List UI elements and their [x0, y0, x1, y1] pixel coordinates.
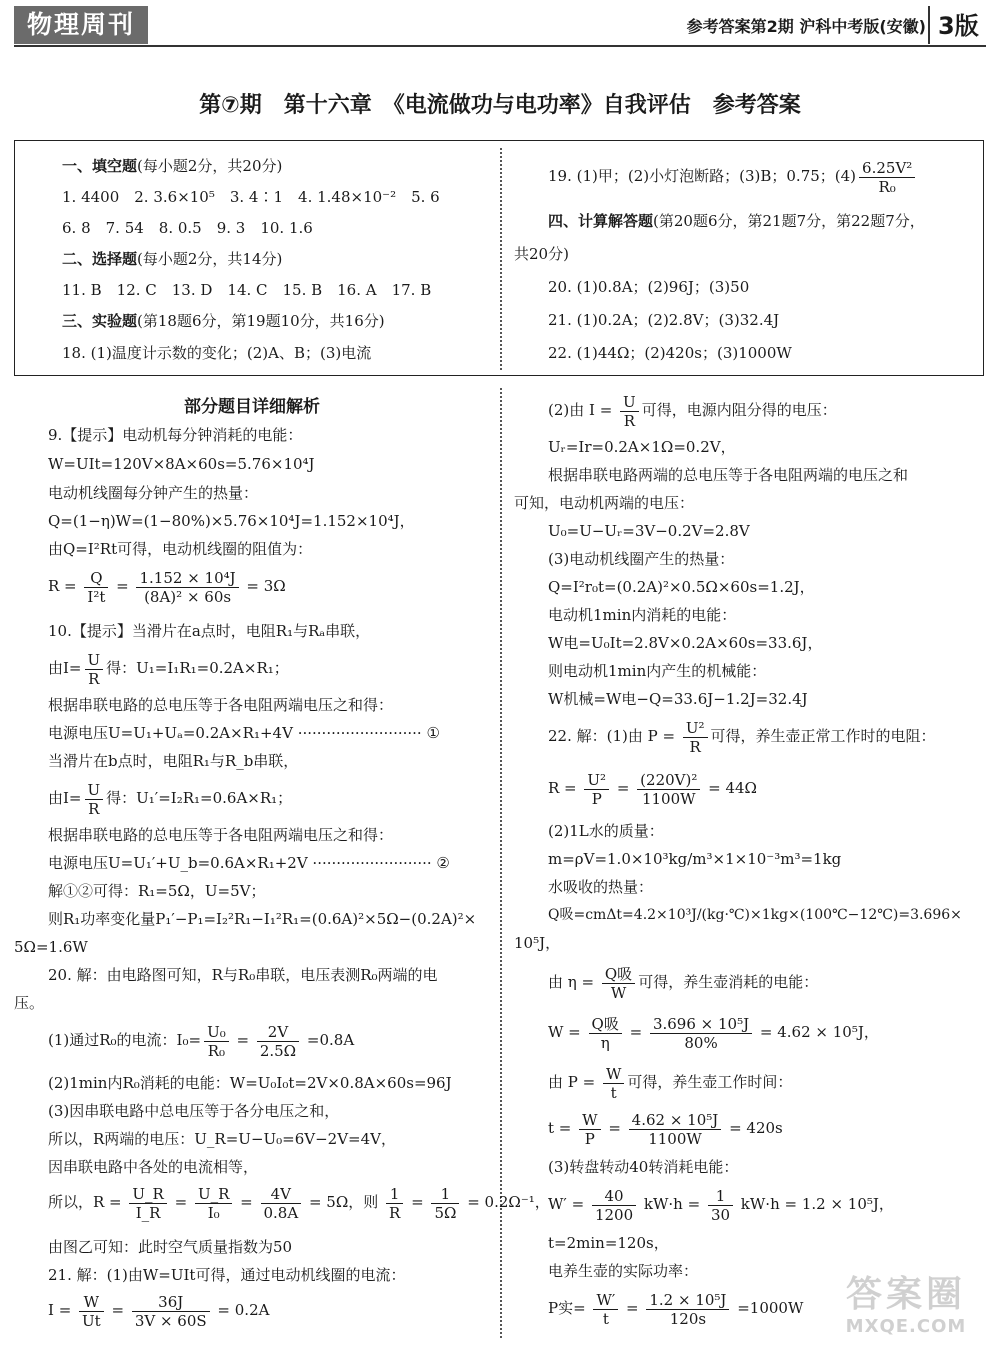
- left-line: 当滑片在b点时，电阻R₁与R_b串联，: [48, 752, 299, 770]
- left-line: 根据串联电路的总电压等于各电阻两端电压之和得：: [48, 696, 394, 714]
- right-formula: 由 η = $\frac{\text{Q吸}}{W}$ 可得，养生壶消耗的电能：: [548, 964, 819, 1002]
- left-line: 5Ω=1.6W: [14, 938, 88, 956]
- right-line: Uᵣ=Ir=0.2A×1Ω=0.2V，: [548, 438, 736, 456]
- left-formula: I = $\frac{W}{Ut}$ = $\frac{36J}{3V \times 60S}$ = 0.2A: [48, 1292, 270, 1330]
- answer-row-4: 18. (1)温度计示数的变化；(2)A、B；(3)电流: [62, 344, 372, 362]
- right-line: 电动机1min内消耗的电能：: [548, 606, 737, 624]
- left-line: (3)因串联电路中总电压等于各分电压之和，: [48, 1102, 340, 1120]
- left-line: 根据串联电路的总电压等于各电阻两端电压之和得：: [48, 826, 394, 844]
- left-formula: 所以，R = $\frac{U\_R}{I\_R}$ = $\frac{U\_R}{\text{I₀}}$ = $\frac{4V}{0.8A}$ = 5Ω，则 $\frac{1}{R}$ = $\frac{1}{5\Omega}$ = 0.2Ω⁻¹，: [48, 1184, 550, 1222]
- box-divider: [500, 148, 502, 370]
- answer-section-4-cont: 共20分): [514, 245, 569, 263]
- page-number: 3版: [938, 12, 979, 40]
- right-line: (2)1L水的质量：: [548, 822, 664, 840]
- answer-section-1: 一、填空题(每小题2分，共20分): [62, 157, 283, 175]
- left-formula: 由I= $\frac{U}{R}$ 得：U₁=I₁R₁=0.2A×R₁；: [48, 650, 289, 688]
- left-line: W=UIt=120V×8A×60s=5.76×10⁴J: [48, 455, 315, 473]
- right-line: 电养生壶的实际功率：: [548, 1262, 699, 1280]
- page-title: 第⑦期 第十六章 《电流做功与电功率》自我评估 参考答案: [199, 93, 801, 118]
- fraction: $\frac{\text{6.25V²}}{\text{R₀}}$: [859, 159, 915, 196]
- right-line: t=2min=120s，: [548, 1234, 669, 1252]
- answer-section-4: 四、计算解答题(第20题6分，第21题7分，第22题7分，: [548, 212, 925, 230]
- analysis-title: 部分题目详细解析: [184, 397, 320, 417]
- right-line: (3)转盘转动40转消耗电能：: [548, 1158, 739, 1176]
- right-line: W机械=W电−Q=33.6J−1.2J=32.4J: [548, 690, 808, 708]
- left-line: Q=(1−η)W=(1−80%)×5.76×10⁴J=1.152×10⁴J，: [48, 512, 415, 530]
- right-line: U₀=U−Uᵣ=3V−0.2V=2.8V: [548, 522, 750, 540]
- right-formula: (2)由 I = $\frac{U}{R}$ 可得，电源内阻分得的电压：: [548, 392, 837, 430]
- left-line: 电动机线圈每分钟产生的热量：: [48, 484, 259, 502]
- right-line: 根据串联电路两端的总电压等于各电阻两端的电压之和: [548, 466, 909, 484]
- left-formula: (1)通过R₀的电流：I₀= $\frac{\text{U₀}}{\text{R₀}}$ = $\frac{2V}{2.5\Omega}$ =0.8A: [48, 1022, 355, 1060]
- answer-row-6: 20. (1)0.8A；(2)96J；(3)50: [548, 278, 750, 296]
- answer-row-1: 1. 4400 2. 3.6×10⁵ 3. 4∶1 4. 1.48×10⁻² 5. 6: [62, 188, 440, 206]
- left-formula: 由I= $\frac{U}{R}$ 得：U₁′=I₂R₁=0.6A×R₁；: [48, 780, 293, 818]
- answer-row-7: 21. (1)0.2A；(2)2.8V；(3)32.4J: [548, 311, 780, 329]
- right-line: 则电动机1min内产生的机械能：: [548, 662, 767, 680]
- left-line: 解①②可得：R₁=5Ω，U=5V；: [48, 882, 266, 900]
- watermark-logo: 答案圈 MXQE.COM: [845, 1274, 967, 1337]
- left-line: 则R₁功率变化量P₁′−P₁=I₂²R₁−I₁²R₁=(0.6A)²×5Ω−(0.2A)²×: [48, 910, 477, 928]
- right-line: 水吸收的热量：: [548, 878, 654, 896]
- header-divider: [928, 6, 930, 44]
- header-rule: [14, 45, 986, 47]
- right-line: W电=U₀It=2.8V×0.2A×60s=33.6J，: [548, 634, 823, 652]
- left-formula: R = $\frac{Q}{\text{I²t}}$ = $\frac{\text{1.152 × 10⁴J}}{\text{(8A)² × 60s}}$ = 3Ω: [48, 568, 286, 606]
- right-line: Q=I²r₀t=(0.2A)²×0.5Ω×60s=1.2J，: [548, 578, 815, 596]
- right-line: (3)电动机线圈产生的热量：: [548, 550, 735, 568]
- answer-row-2: 6. 8 7. 54 8. 0.5 9. 3 10. 1.6: [62, 219, 313, 237]
- right-formula: 由 P = $\frac{W}{t}$ 可得，养生壶工作时间：: [548, 1064, 793, 1102]
- left-line: 因串联电路中各处的电流相等，: [48, 1158, 259, 1176]
- left-line: 20. 解：由电路图可知，R与R₀串联，电压表测R₀两端的电: [48, 966, 438, 984]
- answer-section-3: 三、实验题(第18题6分，第19题10分，共16分): [62, 312, 385, 330]
- answer-row-3: 11. B 12. C 13. D 14. C 15. B 16. A 17. B: [62, 281, 432, 299]
- left-line: 9.【提示】电动机每分钟消耗的电能：: [48, 426, 303, 444]
- left-line: 电源电压U=U₁+Uₐ=0.2A×R₁+4V ·························· ①: [48, 724, 440, 742]
- left-line: 10.【提示】当滑片在a点时，电阻R₁与Rₐ串联，: [48, 622, 371, 640]
- right-line: m=ρV=1.0×10³kg/m³×1×10⁻³m³=1kg: [548, 850, 842, 868]
- answer-section-2: 二、选择题(每小题2分，共14分): [62, 250, 283, 268]
- left-line: 压。: [14, 994, 45, 1012]
- left-line: 由图乙可知：此时空气质量指数为50: [48, 1238, 293, 1256]
- left-line: 由Q=I²Rt可得，电动机线圈的阻值为：: [48, 540, 313, 558]
- right-formula: W = $\frac{\text{Q吸}}{\eta}$ = $\frac{\text{3.696 × 10⁵J}}{80\%}$ = 4.62 × 10⁵J，: [548, 1014, 879, 1052]
- left-line: 21. 解：(1)由W=UIt可得，通过电动机线圈的电流：: [48, 1266, 406, 1284]
- right-line: 可知，电动机两端的电压：: [514, 494, 695, 512]
- left-line: 电源电压U=U₁′+U_b=0.6A×R₁+2V ························· ②: [48, 854, 450, 872]
- left-line: (2)1min内R₀消耗的电能：W=U₀I₀t=2V×0.8A×60s=96J: [48, 1074, 452, 1092]
- right-formula: 22. 解：(1)由 P = $\frac{\text{U²}}{R}$ 可得，养生壶正常工作时的电阻：: [548, 718, 936, 756]
- answer-row-5: 19. (1)甲；(2)小灯泡断路；(3)B；0.75；(4) $\frac{\text{6.25V²}}{\text{R₀}}$: [548, 156, 918, 196]
- right-formula: t = $\frac{W}{P}$ = $\frac{\text{4.62 × 10⁵J}}{1100W}$ = 420s: [548, 1110, 783, 1148]
- issue-info: 参考答案第2期 沪科中考版(安徽): [686, 17, 926, 36]
- newspaper-brand: 物理周刊: [14, 6, 148, 44]
- right-formula: P实= $\frac{W'}{t}$ = $\frac{\text{1.2 × 10⁵J}}{120s}$ =1000W: [548, 1290, 804, 1328]
- left-line: 所以，R两端的电压：U_R=U−U₀=6V−2V=4V，: [48, 1130, 396, 1148]
- right-line: Q吸=cmΔt=4.2×10³J/(kg·℃)×1kg×(100℃−12℃)=3.696×: [548, 907, 962, 923]
- right-line: 10⁵J，: [514, 934, 561, 952]
- right-formula: R = $\frac{\text{U²}}{P}$ = $\frac{\text{(220V)²}}{1100W}$ = 44Ω: [548, 770, 757, 808]
- right-formula: W′ = $\frac{40}{1200}$ kW·h = $\frac{1}{30}$ kW·h = 1.2 × 10⁵J，: [548, 1186, 894, 1224]
- answer-row-8: 22. (1)44Ω；(2)420s；(3)1000W: [548, 344, 792, 362]
